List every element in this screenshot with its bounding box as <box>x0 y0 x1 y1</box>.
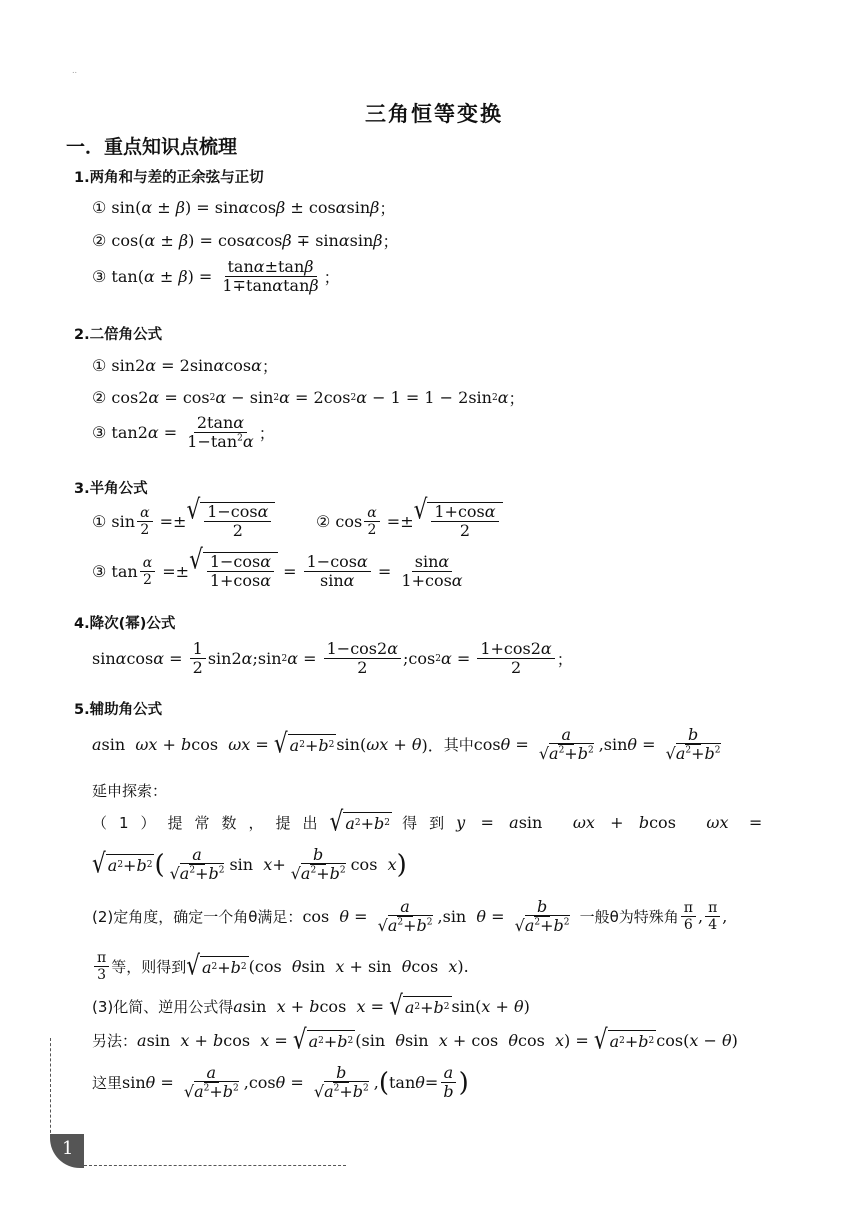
heading-sum-difference: 1.两角和与差的正余弦与正切 <box>74 170 264 186</box>
label-among: 其中 <box>443 736 474 755</box>
extension-step-2-cont: $\frac{\pi}{3}$ 等，则得到 √ a 2 + b 2 (cos θ sin x + sin θ cos x ). <box>92 950 469 983</box>
extension-step-1: （1）提常数，提出 √ a 2 + b 2 得到 y = a sin ωx + b cos ωx = <box>92 806 763 839</box>
extension-step-1-cont: √ a 2 + b 2 ( $\frac{a}{√a^2+b^2}$ sin x + $\frac{b}{√a^2+b^2}$ cos x ) <box>92 845 407 884</box>
heading-double-angle: 2.二倍角公式 <box>74 327 163 343</box>
formula-cos-sum: ② cos( α ± β ) = cos α cos β ∓ sin α sin β ； <box>92 231 399 251</box>
extension-alternative: 另法： a sin x + b cos x = √ a 2 + b 2 (sin θ sin x + cos θ cos x ) = √ a 2 + b 2 cos( x − θ ) <box>92 1024 738 1057</box>
formula-cos-half: ② cos $\frac{\alpha}{2}$ =± √ $\frac{1+\cos\alpha}{2}$ <box>316 502 503 541</box>
step1-text: （1）提常数，提出 <box>92 814 330 833</box>
formula-sin-half: ① sin $\frac{\alpha}{2}$ =± √ $\frac{1-\cos\alpha}{2}$ <box>92 502 275 541</box>
scan-dot: .. <box>72 66 78 75</box>
formula-tan-double: ③ tan2 α = $\frac{2\tan\alpha}{1-\tan^2\alpha}$ ； <box>92 413 275 452</box>
heading-auxiliary-angle: 5.辅助角公式 <box>74 702 163 718</box>
formula-tan-sum: ③ tan( α ± β ) = $\frac{\tan\alpha\pm\tan\beta}{1\mp\tan\alpha\tan\beta}$ ； <box>92 257 340 296</box>
heading-power-reduction: 4.降次(幂)公式 <box>74 616 176 632</box>
step2-text: (2)定角度，确定一个角θ满足： <box>92 908 303 927</box>
section-heading: 一．重点知识点梳理 <box>66 136 238 158</box>
here-label: 这里 <box>92 1074 123 1093</box>
step1-text-b: 得到 <box>402 814 457 833</box>
formula-sin-double: ① sin2 α = 2sin α cos α ； <box>92 356 278 376</box>
formula-power-reduction: sin α cos α = $\frac{1}{2}$ sin2 α ;sin 2 α = $\frac{1-\cos 2\alpha}{2}$ ;cos 2 α = $\frac{1+\cos 2\alpha}{2}$ ； <box>92 639 573 678</box>
formula-sin-sum: ① sin( α ± β ) = sin α cos β ± cos α sin β ； <box>92 198 396 218</box>
extension-step-2: (2)定角度，确定一个角θ满足： cos θ = $\frac{a}{√a^2+b^2}$ ,sin θ = $\frac{b}{√a^2+b^2}$ 一般θ为特殊角 $\frac{\pi}{6}$ , $\frac{\pi}{4}$ , <box>92 897 728 936</box>
formula-tan-half: ③ tan $\frac{\alpha}{2}$ =± √ $\frac{1-\cos\alpha}{1+\cos\alpha}$ = $\frac{1-\cos\alpha}{\sin\alpha}$ = $\frac{\sin\alpha}{1+\cos\alpha}$ <box>92 544 463 591</box>
extension-here: 这里 sin θ = $\frac{a}{√a^2+b^2}$ ,cos θ = $\frac{b}{√a^2+b^2}$ , ( tan θ = $\frac{a}{b}$ ) <box>92 1063 469 1102</box>
heading-half-angle: 3.半角公式 <box>74 481 148 497</box>
step2-text-c: 等，则得到 <box>111 958 187 977</box>
formula-cos-double: ② cos2 α = cos 2 α − sin 2 α = 2cos 2 α − 1 = 1 − 2sin 2 α ； <box>92 388 525 408</box>
page-number: 1 <box>62 1138 74 1159</box>
step3-text: (3)化简、逆用公式得 <box>92 998 234 1017</box>
alt-label: 另法： <box>92 1032 138 1051</box>
page-title: 三角恒等变换 <box>365 102 503 126</box>
page-border-dashed-vertical <box>50 1038 51 1138</box>
formula-auxiliary-angle: a sin ωx + b cos ωx = √ a 2 + b 2 sin( ωx + θ )． 其中 cos θ = $\frac{a}{√a^2+b^2}$ ,sin θ = $\frac{b}{√a^2+b^2}$ <box>92 725 721 764</box>
extension-step-3: (3)化简、逆用公式得 a sin x + b cos x = √ a 2 + b 2 sin( x + θ ) <box>92 990 530 1023</box>
page-border-dashed-horizontal <box>84 1165 346 1166</box>
fraction: $\frac{\tan\alpha\pm\tan\beta}{1\mp\tan\alpha\tan\beta}$ <box>222 257 319 296</box>
step2-text-b: 一般θ为特殊角 <box>579 908 679 927</box>
extension-label: 延申探索： <box>92 782 168 800</box>
fraction: $\frac{2\tan\alpha}{1-\tan^2\alpha}$ <box>187 413 254 452</box>
